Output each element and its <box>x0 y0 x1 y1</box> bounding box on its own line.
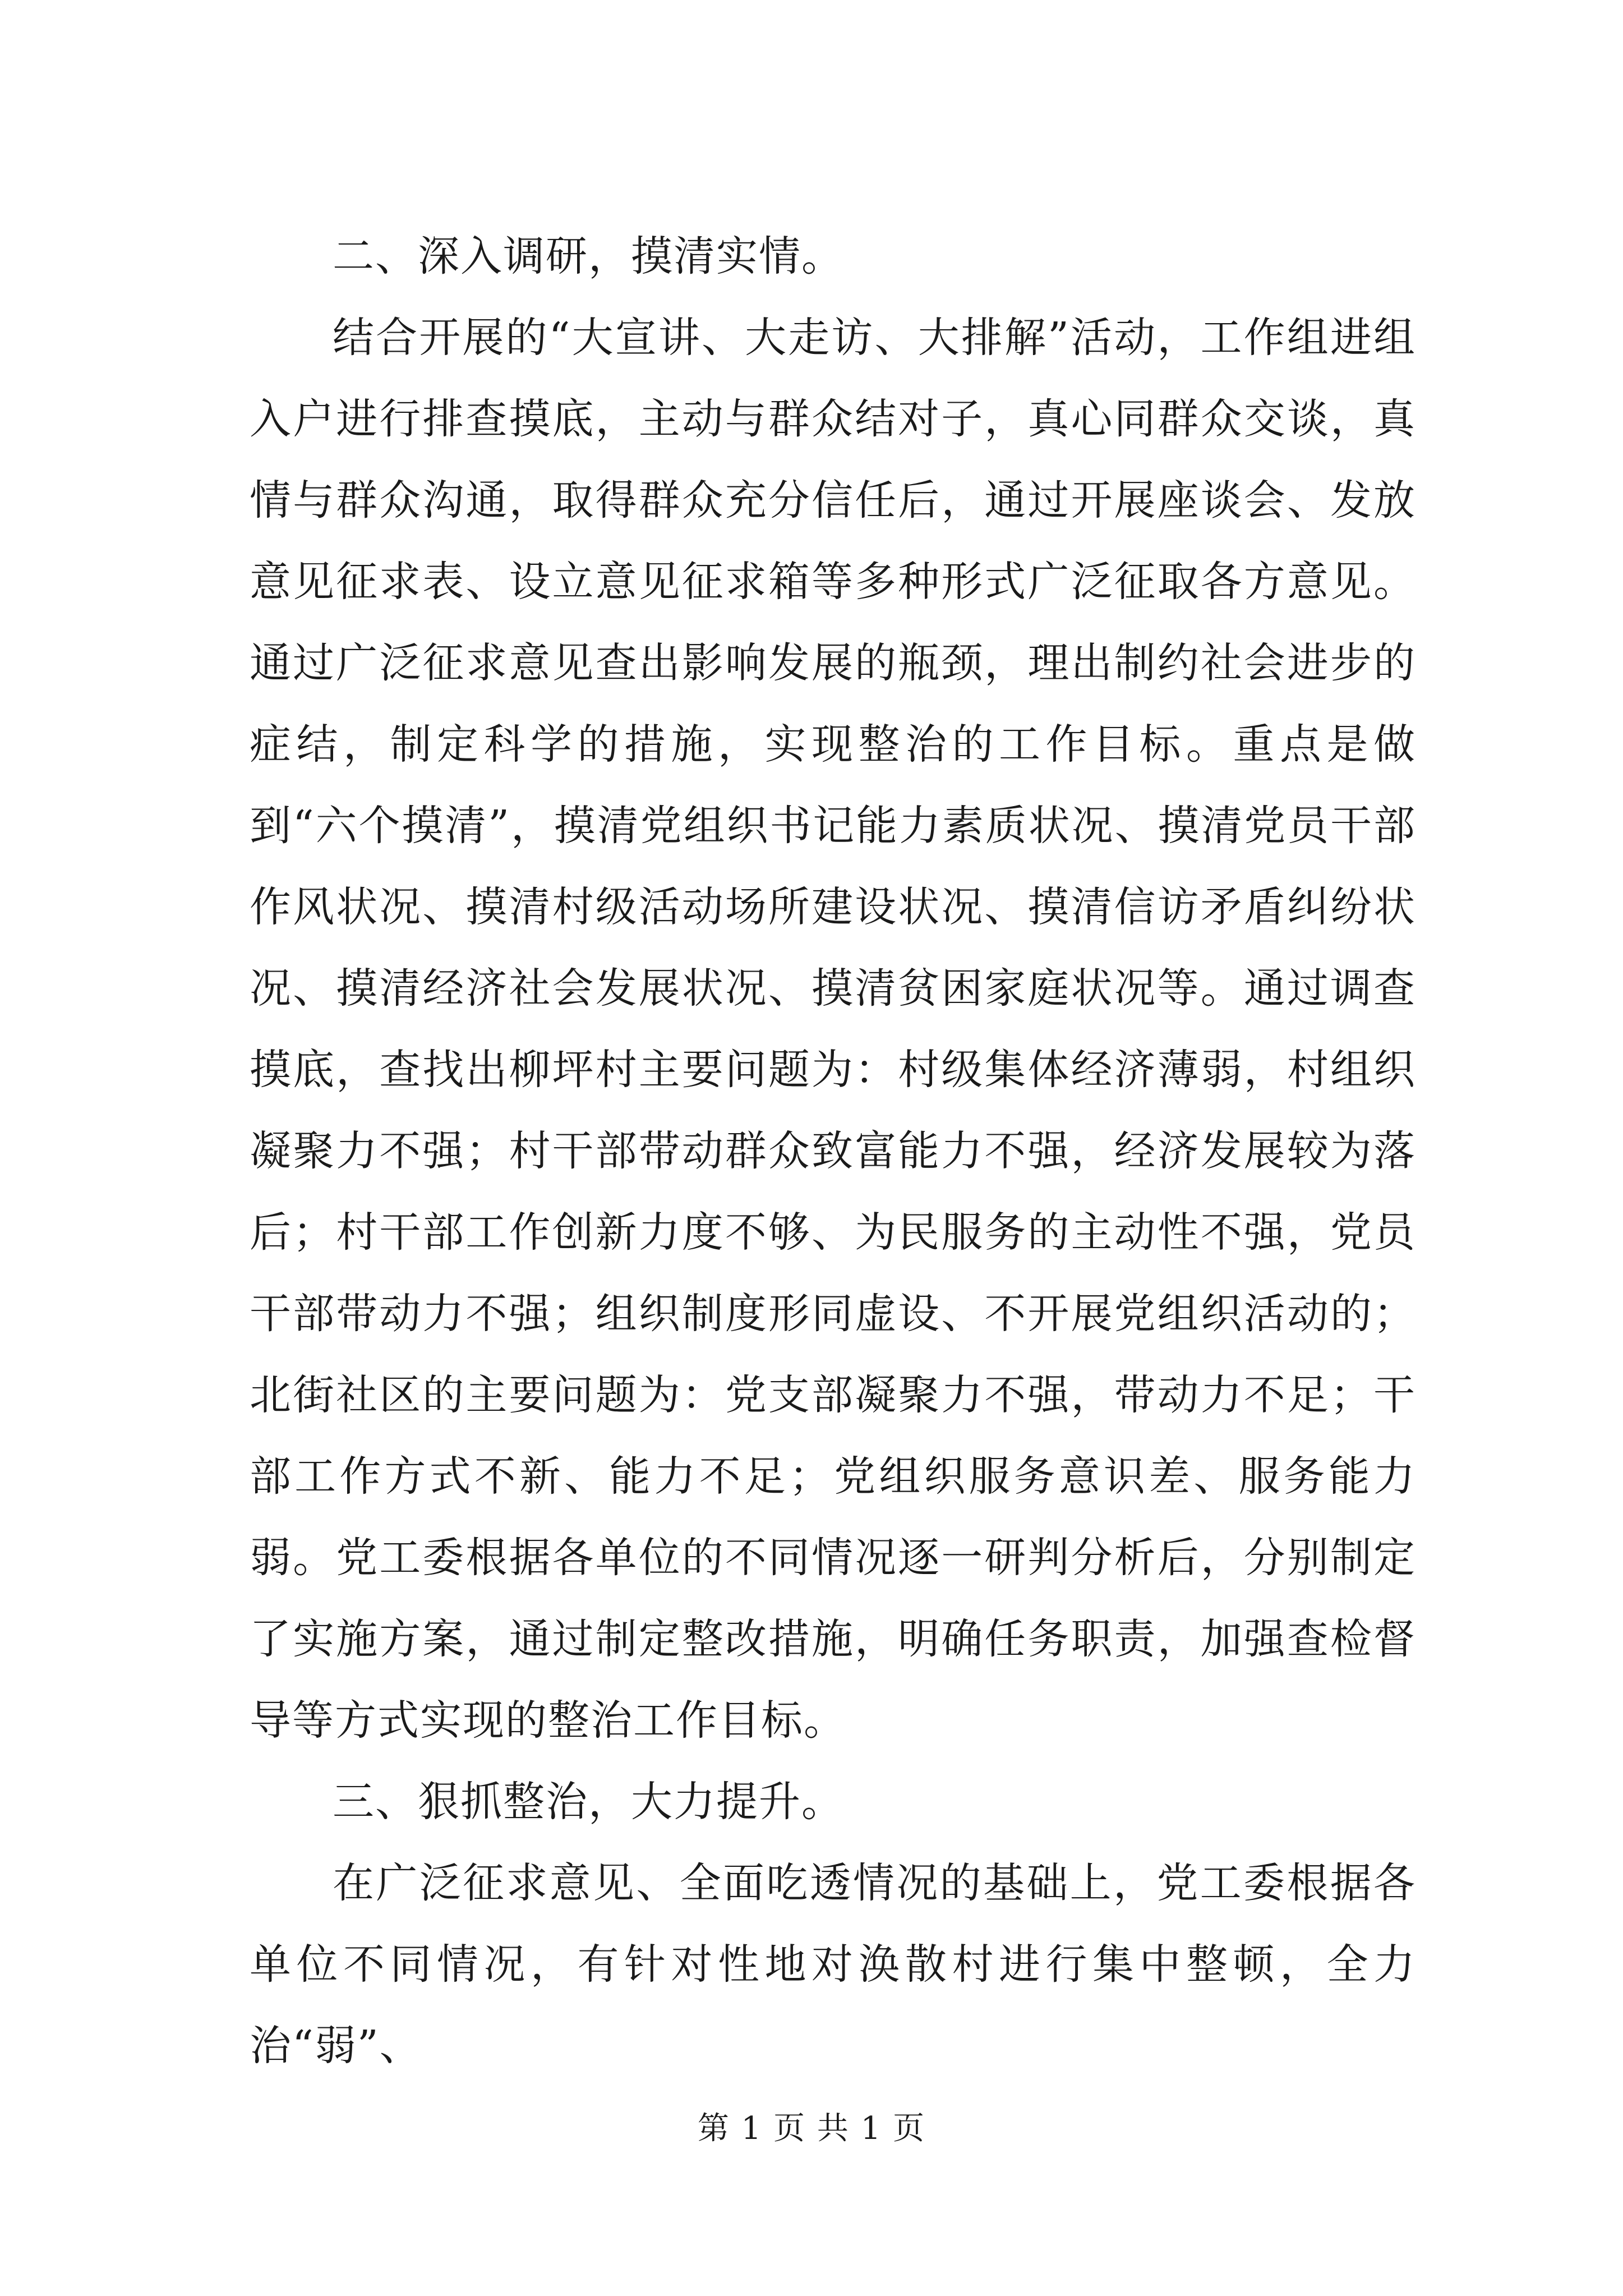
body-paragraph-2: 在广泛征求意见、全面吃透情况的基础上，党工委根据各单位不同情况，有针对性地对涣散村进行集中整顿，全力治“弱”、 <box>250 1859 1416 2070</box>
section-heading-2: 二、深入调研，摸清实情。 <box>333 232 844 280</box>
section-heading-3: 三、狠抓整治，大力提升。 <box>333 1778 844 1826</box>
body-paragraph-1: 结合开展的“大宣讲、大走访、大排解”活动，工作组进组入户进行排查摸底，主动与群众结对子，真心同群众交谈，真情与群众沟通，取得群众充分信任后，通过开展座谈会、发放意见征求表、设立意见征求箱等多种形式广泛征取各方意见。通过广泛征求意见查出影响发展的瓶颈，理出制约社会进步的症结，制定科学的措施，实现整治的工作目标。重点是做到“六个摸清”，摸清党组织书记能力素质状况、摸清党员干部作风状况、摸清村级活动场所建设状况、摸清信访矛盾纠纷状况、摸清经济社会发展状况、摸清贫困家庭状况等。通过调查摸底，查找出柳坪村主要问题为：村级集体经济薄弱，村组织凝聚力不强；村干部带动群众致富能力不强，经济发展较为落后；村干部工作创新力度不够、为民服务的主动性不强，党员干部带动力不强；组织制度形同虚设、不开展党组织活动的；北街社区的主要问题为：党支部凝聚力不强，带动力不足；干部工作方式不新、能力不足；党组织服务意识差、服务能力弱。党工委根据各单位的不同情况逐一研判分析后，分别制定了实施方案，通过制定整改措施，明确任务职责，加强查检督导等方式实现的整治工作目标。 <box>250 314 1416 1745</box>
document-body <box>250 216 1416 2087</box>
page-number-label: 第 1 页 共 1 页 <box>697 2110 926 2147</box>
page-footer <box>0 2109 1623 2148</box>
